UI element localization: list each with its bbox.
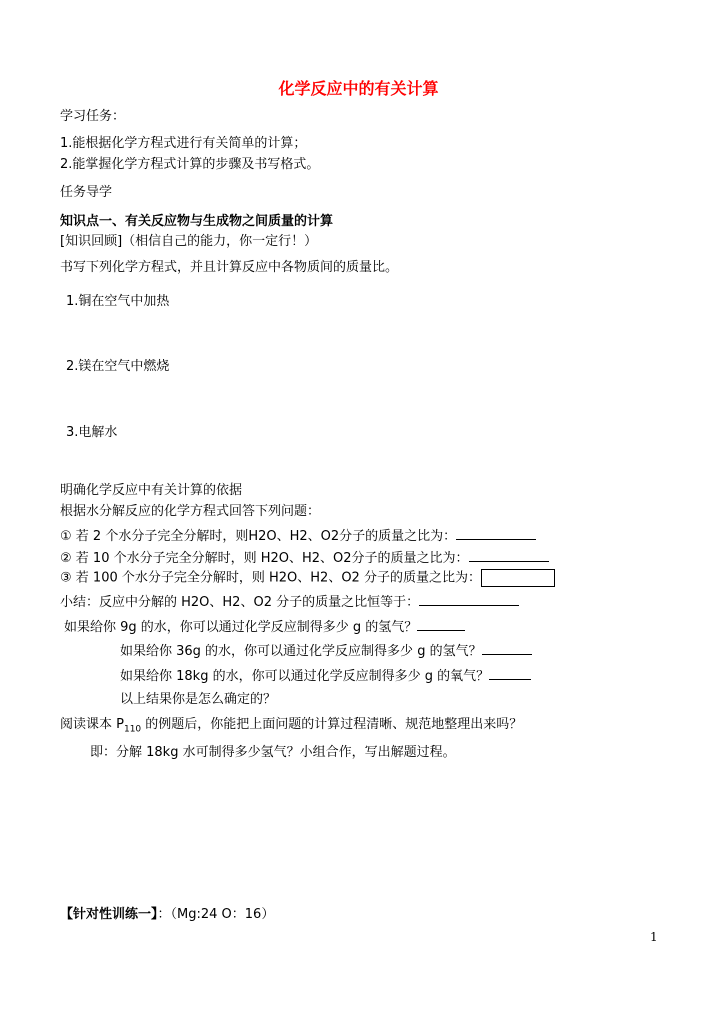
answer-blank-2[interactable]: [469, 548, 549, 562]
ask-line-1-text: 如果给你 9g 的水，你可以通过化学反应制得多少 g 的氢气？: [64, 620, 418, 635]
training-line: [60, 906, 274, 924]
question-1: [60, 526, 536, 546]
task-item-2: 2.能掌握化学方程式计算的步骤及书写格式。: [60, 157, 320, 172]
question-3: [60, 569, 555, 588]
ask-line-2-text: 如果给你 36g 的水，你可以通过化学反应制得多少 g 的氢气？: [120, 644, 482, 659]
basis-heading: 明确化学反应中有关计算的依据: [60, 483, 243, 498]
knowledge-point-heading: 知识点一、有关反应物与生成物之间质量的计算: [60, 214, 334, 229]
summary-text: 小结：反应中分解的 H2O、H2、O2 分子的质量之比恒等于：: [60, 595, 420, 610]
equation-item-2: 2.镁在空气中燃烧: [66, 359, 170, 374]
question-2: [60, 548, 549, 568]
answer-blank-1[interactable]: [456, 526, 536, 540]
training-label: 【针对性训练一】: [60, 907, 158, 922]
task-heading: 学习任务：: [60, 109, 126, 124]
ask-line-3: [120, 666, 531, 686]
equation-item-1: 1.铜在空气中加热: [66, 294, 170, 309]
read-prefix: 阅读课本 P: [60, 717, 124, 732]
ask-line-4: 以上结果你是怎么确定的？: [120, 692, 277, 707]
question-1-text: ① 若 2 个水分子完全分解时，则H2O、H2、O2分子的质量之比为：: [60, 529, 457, 544]
read-suffix: 的例题后，你能把上面问题的计算过程清晰、规范地整理出来吗？: [141, 717, 523, 732]
training-note: ：（Mg:24 O：16）: [157, 907, 275, 922]
ask-line-1: [64, 617, 465, 637]
read-textbook-line: [60, 716, 522, 739]
basis-instruction: 根据水分解反应的化学方程式回答下列问题：: [60, 504, 321, 519]
page-title: 化学反应中的有关计算: [278, 79, 439, 98]
ask-blank-1[interactable]: [417, 617, 465, 631]
ask-blank-2[interactable]: [482, 641, 532, 655]
question-3-text: ③ 若 100 个水分子完全分解时，则 H2O、H2、O2 分子的质量之比为：: [60, 570, 481, 586]
ask-blank-3[interactable]: [489, 666, 531, 680]
equation-item-3: 3.电解水: [66, 425, 118, 440]
instruction-text: 书写下列化学方程式，并且计算反应中各物质间的质量比。: [60, 260, 399, 275]
guide-heading: 任务导学: [60, 185, 113, 200]
read-page-sub: 110: [123, 724, 142, 735]
ask-line-3-text: 如果给你 18kg 的水，你可以通过化学反应制得多少 g 的氧气？: [120, 669, 490, 684]
page-number: 1: [650, 930, 658, 944]
example-line: 即：分解 18kg 水可制得多少氢气？小组合作，写出解题过程。: [90, 745, 456, 760]
answer-box-3[interactable]: [481, 569, 555, 587]
summary-line: [60, 592, 519, 612]
question-2-text: ② 若 10 个水分子完全分解时，则 H2O、H2、O2分子的质量之比为：: [60, 551, 469, 566]
knowledge-review: [知识回顾]（相信自己的能力，你一定行！）: [60, 234, 318, 249]
ask-line-2: [120, 641, 532, 661]
task-item-1: 1.能根据化学方程式进行有关简单的计算；: [60, 136, 307, 151]
summary-blank[interactable]: [419, 592, 519, 606]
